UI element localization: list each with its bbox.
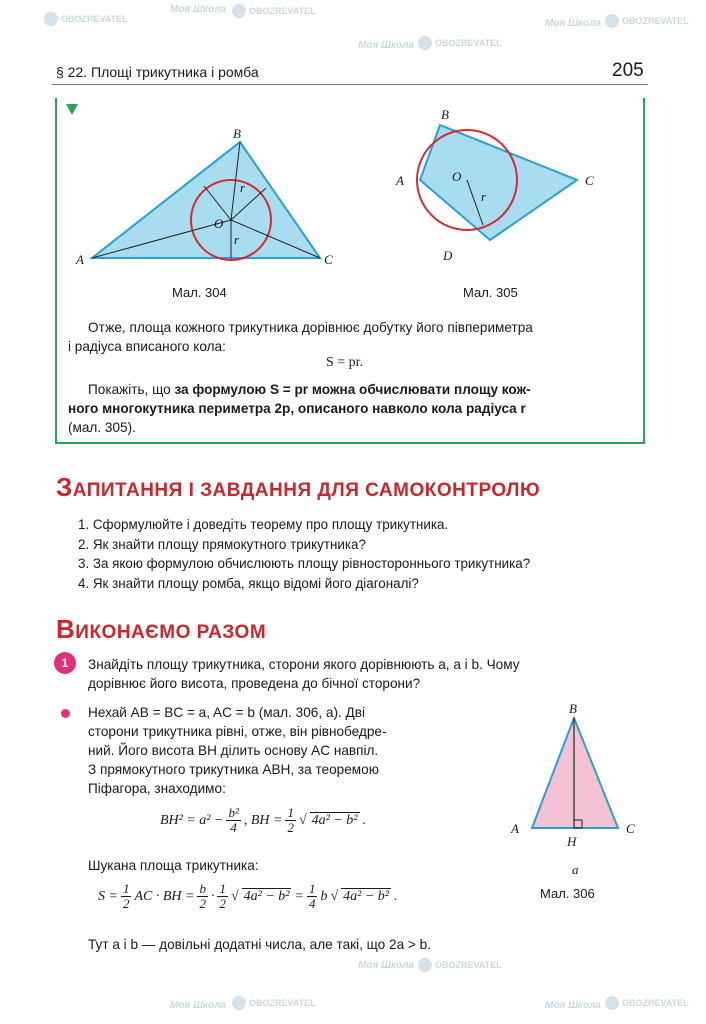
fig306-label-a: a (572, 862, 579, 877)
eq1-end: . (362, 812, 366, 828)
eq2-t2: b (320, 888, 328, 904)
watermark-text: OBOZREVATEL (61, 14, 128, 24)
solution-line: З прямокутного трикутника ABH, за теоремою (88, 762, 379, 777)
eq1-sqrt: 4a² − b² (311, 813, 358, 828)
fig305-label-r: r (481, 189, 487, 204)
watermark-icon (44, 12, 58, 26)
fig306-label-B: B (569, 701, 577, 716)
watermark-logo (232, 4, 316, 18)
watermark-text: Моя Школа (545, 18, 601, 29)
section-title-together-cap: В (56, 614, 76, 644)
watermark-logo (605, 996, 689, 1010)
sqrt-icon: √ (330, 888, 339, 904)
question-item: 2. Як знайти площу прямокутного трикутника? (78, 536, 366, 552)
eq1-frac1-num: b² (228, 805, 239, 820)
equation-area (98, 882, 397, 911)
eq1-frac2 (285, 806, 296, 835)
fig304-label-r2: r (234, 232, 240, 247)
triangle-marker-icon (66, 104, 78, 115)
watermark-text: Моя Школа (170, 1000, 226, 1011)
watermark-text: OBOZREVATEL (249, 998, 316, 1008)
dot-icon: · (210, 888, 215, 904)
fig306-caption: Мал. 306 (540, 886, 595, 901)
fig304-label-A: A (76, 252, 84, 267)
area-intro: Шукана площа трикутника: (88, 858, 259, 873)
watermark-text: OBOZREVATEL (622, 16, 689, 26)
solution-bullet-icon (61, 709, 70, 718)
eq2-frac4 (307, 882, 318, 911)
watermark-text: OBOZREVATEL (249, 6, 316, 16)
eq2-s: S = (98, 888, 118, 904)
fig305-label-O: O (452, 169, 462, 184)
eq2-end: . (393, 888, 398, 904)
box-paragraph2-line3: (мал. 305). (68, 420, 136, 435)
eq1-lhs: BH² = a² − (160, 812, 224, 828)
task-line2: дорівнює його висота, проведена до бічної сторони? (88, 676, 421, 691)
fig304-label-r1: r (240, 180, 246, 195)
fig306-label-A: A (511, 821, 519, 836)
sqrt-icon: √ (230, 888, 239, 904)
question-item: 4. Як знайти площу ромба, якщо відомі його діагоналі? (78, 575, 419, 591)
fig304-label-B: B (233, 126, 241, 141)
eq2-f1n: 1 (122, 881, 130, 896)
watermark-icon (232, 996, 246, 1010)
eq1-frac1 (226, 806, 240, 835)
watermark-text: Моя Школа (170, 4, 226, 15)
watermark-text: Моя Школа (358, 960, 414, 971)
box-paragraph2-emph: за формулою S = pr можна обчислювати площу кож- (174, 382, 531, 397)
box-paragraph2-intro: Покажіть, що (88, 382, 175, 397)
solution-line: сторони трикутника рівні, отже, він рівнобедре- (88, 724, 387, 739)
eq1-mid: , BH = (243, 812, 283, 828)
watermark-logo (605, 14, 689, 28)
figure-306 (508, 700, 648, 900)
eq2-f3d: 2 (219, 896, 226, 911)
section-title-together-rest: ИКОНАЄМО РАЗОМ (75, 622, 267, 643)
watermark-text: Моя Школа (358, 40, 414, 51)
sqrt-icon: √ (298, 812, 307, 828)
fig305-label-A: A (396, 173, 404, 188)
watermark-icon (418, 36, 432, 50)
watermark-text: OBOZREVATEL (435, 38, 502, 48)
watermark-icon (232, 4, 246, 18)
watermark-logo (418, 36, 502, 50)
fig304-caption: Мал. 304 (172, 285, 227, 300)
box-paragraph1-line1: Отже, площа кожного трикутника дорівнює добутку його півпериметра (88, 320, 533, 335)
area-formula: S = pr. (326, 355, 364, 370)
eq2-sqrt2: 4a² − b² (343, 889, 389, 904)
fig305-label-C: C (585, 173, 594, 188)
box-paragraph2-line2: ного многокутника периметра 2p, описаного навколо кола радіуса r (68, 401, 526, 416)
watermark-icon (605, 14, 619, 28)
figure-304 (76, 126, 350, 278)
question-item: 3. За якою формулою обчислюють площу рівностороннього трикутника? (78, 556, 531, 571)
eq2-frac2 (197, 882, 208, 911)
watermark-text: OBOZREVATEL (435, 960, 502, 970)
box-paragraph1-line2: і радіуса вписаного кола: (68, 339, 226, 354)
page-number: 205 (612, 60, 644, 81)
task-number-badge: 1 (54, 652, 76, 674)
question-list (78, 515, 530, 593)
section-title-self-check-cap: З (56, 472, 73, 502)
eq2-eq: = (294, 888, 304, 904)
question-item: 1. Сформулюйте і доведіть теорему про площу трикутника. (78, 517, 449, 532)
watermark-text: Моя Школа (545, 1000, 601, 1011)
eq1-frac1-den: 4 (230, 820, 237, 835)
header-divider (52, 84, 648, 85)
eq2-f1d: 2 (122, 896, 130, 911)
eq2-f3n: 1 (219, 881, 226, 896)
watermark-icon (418, 958, 432, 972)
fig305-label-B: B (441, 107, 449, 122)
fig305-label-D: D (443, 248, 453, 263)
fig305-caption: Мал. 305 (463, 285, 518, 300)
eq2-f4n: 1 (308, 881, 316, 896)
eq2-sqrt1: 4a² − b² (243, 889, 290, 904)
figure-305 (395, 105, 610, 270)
watermark-logo (418, 958, 502, 972)
watermark-logo (44, 12, 128, 26)
eq2-f2n: b (199, 881, 206, 896)
eq2-t1: AC · BH = (134, 888, 195, 904)
eq2-frac3 (217, 882, 228, 911)
fig306-label-C: C (626, 821, 635, 836)
solution-line: Нехай AB = BC = a, AC = b (мал. 306, а). Дві (88, 705, 365, 720)
solution-line: Піфагора, знаходимо: (88, 781, 226, 796)
watermark-logo (232, 996, 316, 1010)
box-paragraph2-line1 (88, 380, 531, 399)
final-line: Тут a і b — довільні додатні числа, але такі, що 2a > b. (88, 937, 431, 952)
running-header: § 22. Площі трикутника і ромба (56, 64, 259, 80)
solution-line: ний. Його висота BH ділить основу AC навпіл. (88, 743, 379, 758)
task-line1: Знайдіть площу трикутника, сторони якого дорівнюють a, a і b. Чому (88, 657, 520, 672)
watermark-icon (605, 996, 619, 1010)
section-title-together (56, 614, 266, 645)
section-title-self-check (56, 472, 540, 503)
section-title-self-check-rest: АПИТАННЯ І ЗАВДАННЯ ДЛЯ САМОКОНТРОЛЮ (72, 480, 541, 501)
eq1-frac2-num: 1 (287, 805, 294, 820)
watermark-text: OBOZREVATEL (622, 998, 689, 1008)
fig306-label-H: H (567, 834, 577, 849)
eq1-frac2-den: 2 (287, 820, 294, 835)
equation-bh (160, 806, 366, 835)
eq2-f2d: 2 (199, 896, 206, 911)
eq2-f4d: 4 (308, 896, 316, 911)
fig304-label-O: O (214, 216, 224, 231)
eq2-frac1 (121, 882, 132, 911)
fig304-label-C: C (324, 252, 333, 267)
